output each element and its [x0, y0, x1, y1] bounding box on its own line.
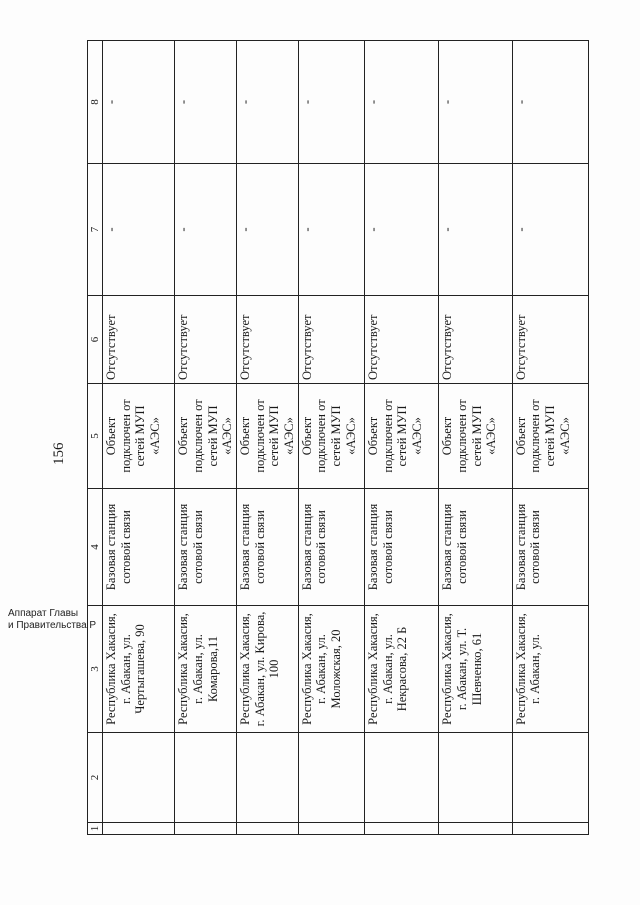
column-header: 5	[88, 384, 103, 489]
connection-cell: Объект подключен от сетей МУП «АЭС»	[103, 384, 175, 489]
column-header: 7	[88, 164, 103, 296]
stamp-line: Аппарат Главы	[8, 608, 79, 619]
status-cell: Отсутствует	[237, 296, 299, 384]
column-header: 3	[88, 606, 103, 733]
cell	[103, 733, 175, 823]
table-row	[512, 41, 588, 835]
cell	[512, 733, 588, 823]
cell: -	[237, 41, 299, 164]
cell	[175, 733, 237, 823]
cell: -	[298, 41, 364, 164]
cell	[237, 823, 299, 835]
cell	[175, 823, 237, 835]
connection-cell: Объект подключен от сетей МУП «АЭС»	[298, 384, 364, 489]
cell	[103, 823, 175, 835]
cell: -	[103, 41, 175, 164]
cell: -	[365, 41, 439, 164]
page-number: 156	[51, 442, 67, 465]
column-header: 2	[88, 733, 103, 823]
column-header: 4	[88, 489, 103, 606]
table-row	[439, 41, 512, 835]
object-type-cell: Базовая станция сотовой связи	[512, 489, 588, 606]
cell	[365, 733, 439, 823]
object-type-cell: Базовая станция сотовой связи	[298, 489, 364, 606]
cell: -	[237, 164, 299, 296]
table-row	[365, 41, 439, 835]
office-stamp	[8, 608, 96, 632]
object-type-cell: Базовая станция сотовой связи	[365, 489, 439, 606]
status-cell: Отсутствует	[298, 296, 364, 384]
cell: -	[439, 164, 512, 296]
object-type-cell: Базовая станция сотовой связи	[175, 489, 237, 606]
cell	[439, 733, 512, 823]
connection-cell: Объект подключен от сетей МУП «АЭС»	[175, 384, 237, 489]
address-cell: Республика Хакасия, г. Абакан, ул. Т. Шевченко, 61	[439, 606, 512, 733]
object-type-cell: Базовая станция сотовой связи	[237, 489, 299, 606]
cell	[365, 823, 439, 835]
table-row	[103, 41, 175, 835]
connection-cell: Объект подключен от сетей МУП «АЭС»	[512, 384, 588, 489]
address-cell: Республика Хакасия, г. Абакан, ул. Моложская, 20	[298, 606, 364, 733]
cell	[237, 733, 299, 823]
table-row	[175, 41, 237, 835]
cell: -	[103, 164, 175, 296]
address-cell: Республика Хакасия, г. Абакан, ул. Некрасова, 22 Б	[365, 606, 439, 733]
cell: -	[365, 164, 439, 296]
object-type-cell: Базовая станция сотовой связи	[439, 489, 512, 606]
status-cell: Отсутствует	[175, 296, 237, 384]
column-header: 6	[88, 296, 103, 384]
cell: -	[175, 41, 237, 164]
status-cell: Отсутствует	[103, 296, 175, 384]
cell: -	[512, 41, 588, 164]
cell	[512, 823, 588, 835]
address-cell: Республика Хакасия, г. Абакан, ул. Комарова,11	[175, 606, 237, 733]
header-row	[88, 41, 103, 835]
column-header: 1	[88, 823, 103, 835]
status-cell: Отсутствует	[512, 296, 588, 384]
connection-cell: Объект подключен от сетей МУП «АЭС»	[439, 384, 512, 489]
object-type-cell: Базовая станция сотовой связи	[103, 489, 175, 606]
cell	[439, 823, 512, 835]
cell: -	[512, 164, 588, 296]
cell	[298, 823, 364, 835]
address-cell: Республика Хакасия, г. Абакан, ул. Кирова, 100	[237, 606, 299, 733]
cell	[298, 733, 364, 823]
data-table	[87, 40, 589, 835]
cell: -	[175, 164, 237, 296]
table-row	[298, 41, 364, 835]
table-row	[237, 41, 299, 835]
status-cell: Отсутствует	[365, 296, 439, 384]
column-header: 8	[88, 41, 103, 164]
connection-cell: Объект подключен от сетей МУП «АЭС»	[237, 384, 299, 489]
address-cell: Республика Хакасия, г. Абакан, ул.	[512, 606, 588, 733]
address-cell: Республика Хакасия, г. Абакан, ул. Чертыгашева, 90	[103, 606, 175, 733]
connection-cell: Объект подключен от сетей МУП «АЭС»	[365, 384, 439, 489]
status-cell: Отсутствует	[439, 296, 512, 384]
cell: -	[439, 41, 512, 164]
stamp-line: и Правительства Р	[8, 620, 97, 631]
cell: -	[298, 164, 364, 296]
